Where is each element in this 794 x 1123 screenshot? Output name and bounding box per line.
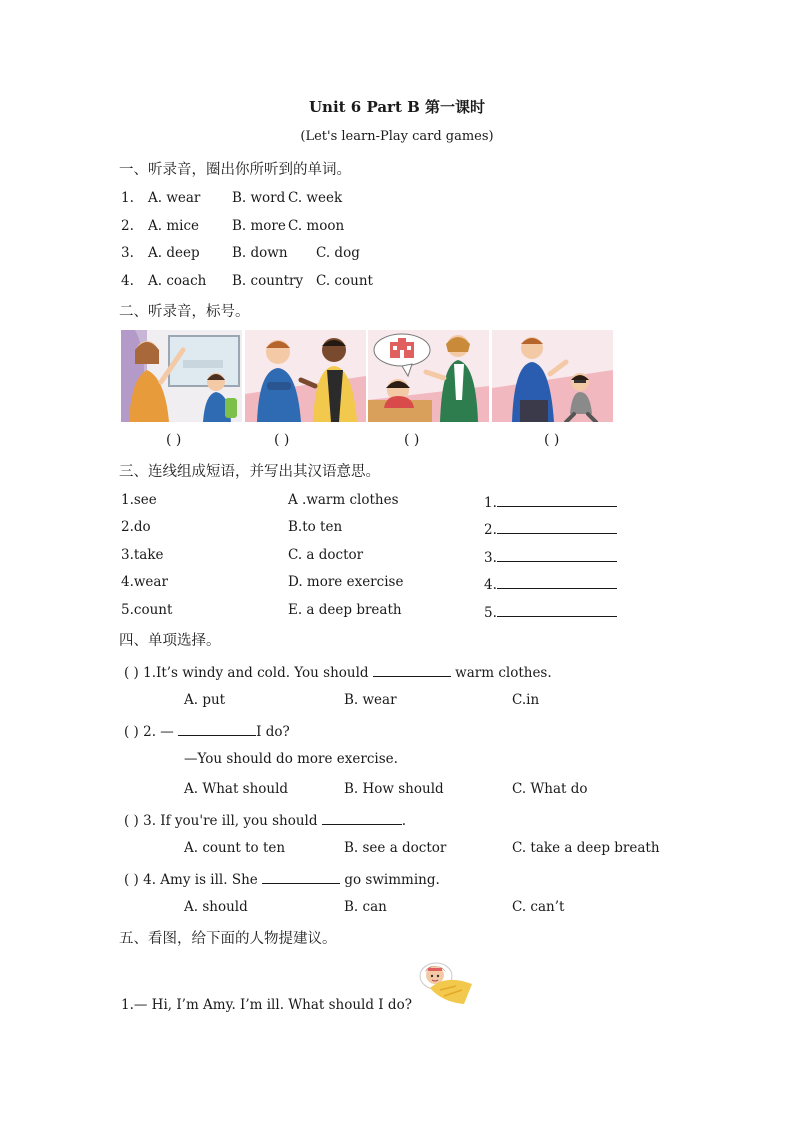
picture-2	[245, 330, 366, 422]
s1-option-a: A. mice	[148, 218, 200, 234]
mc-question-4: ( ) 4. Amy is ill. She go swimming.	[124, 869, 440, 888]
match-right-item: C. a doctor	[288, 547, 364, 563]
mc-question-2: ( ) 2. — I do?	[124, 721, 290, 740]
s1-option-b: B. more	[232, 218, 286, 234]
match-left-item: 1.see	[121, 492, 157, 508]
answer-line[interactable]: 2.	[484, 519, 617, 538]
mc-question-3: ( ) 3. If you're ill, you should .	[124, 810, 406, 829]
match-left-item: 5.count	[121, 602, 173, 618]
section2-heading: 二、听录音，标号。	[119, 304, 250, 320]
picture-2-blank[interactable]: ( )	[274, 432, 290, 448]
page-title: Unit 6 Part B 第一课时	[308, 98, 486, 116]
match-right-item: A .warm clothes	[288, 492, 399, 508]
match-right-item: E. a deep breath	[288, 602, 402, 618]
option-b: B. see a doctor	[344, 840, 447, 856]
s1-option-a: A. coach	[148, 273, 207, 289]
option-a: A. should	[184, 899, 248, 915]
s1-option-a: A. wear	[148, 190, 201, 206]
answer-line[interactable]: 4.	[484, 574, 617, 593]
s1-num: 2.	[121, 218, 134, 234]
s1-option-a: A. deep	[148, 245, 200, 261]
answer-line[interactable]: 5.	[484, 602, 617, 621]
option-a: A. What should	[184, 781, 289, 797]
picture-1	[121, 330, 242, 422]
listening-pictures	[121, 330, 614, 422]
match-left-item: 3.take	[121, 547, 164, 563]
s1-num: 3.	[121, 245, 134, 261]
option-b: B. wear	[344, 692, 397, 708]
answer-paren[interactable]: ( )	[124, 665, 139, 681]
answer-paren[interactable]: ( )	[124, 724, 139, 740]
s1-option-c: C. dog	[316, 245, 360, 261]
answer-line[interactable]: 1.	[484, 492, 617, 511]
option-a: A. count to ten	[184, 840, 286, 856]
section3-heading: 三、连线组成短语，并写出其汉语意思。	[119, 464, 380, 480]
fill-blank[interactable]	[373, 662, 451, 677]
answer-line[interactable]: 3.	[484, 547, 617, 566]
answer-paren[interactable]: ( )	[124, 813, 139, 829]
section5-heading: 五、看图，给下面的人物提建议。	[119, 931, 337, 947]
picture-3	[368, 330, 489, 422]
match-left-item: 4.wear	[121, 574, 168, 590]
mc-question-1: ( ) 1.It’s windy and cold. You should warm clothes.	[124, 662, 552, 681]
option-c: C.in	[512, 692, 540, 708]
s1-num: 1.	[121, 190, 134, 206]
picture-1-blank[interactable]: ( )	[166, 432, 182, 448]
picture-4	[492, 330, 613, 422]
option-c: C. What do	[512, 781, 588, 797]
s1-option-b: B. word	[232, 190, 286, 206]
s1-option-b: B. country	[232, 273, 304, 289]
answer-paren[interactable]: ( )	[124, 872, 139, 888]
fill-blank[interactable]	[262, 869, 340, 884]
option-c: C. can’t	[512, 899, 565, 915]
page-subtitle: (Let's learn-Play card games)	[300, 129, 494, 144]
fill-blank[interactable]	[178, 721, 256, 736]
match-right-item: D. more exercise	[288, 574, 404, 590]
sick-girl-picture	[416, 958, 474, 1006]
picture-4-blank[interactable]: ( )	[544, 432, 560, 448]
match-right-item: B.to ten	[288, 519, 343, 535]
fill-blank[interactable]	[322, 810, 402, 825]
s1-num: 4.	[121, 273, 134, 289]
s1-option-c: C. week	[288, 190, 343, 206]
section4-heading: 四、单项选择。	[119, 633, 221, 649]
s1-option-c: C. count	[316, 273, 373, 289]
match-left-item: 2.do	[121, 519, 151, 535]
option-b: B. can	[344, 899, 387, 915]
section5-question-1: 1.— Hi, I’m Amy. I’m ill. What should I do?	[121, 997, 412, 1013]
q2-reply: —You should do more exercise.	[184, 751, 398, 767]
option-b: B. How should	[344, 781, 444, 797]
section1-heading: 一、听录音，圈出你所听到的单词。	[119, 162, 351, 178]
s1-option-c: C. moon	[288, 218, 345, 234]
s1-option-b: B. down	[232, 245, 288, 261]
option-a: A. put	[184, 692, 226, 708]
picture-3-blank[interactable]: ( )	[404, 432, 420, 448]
option-c: C. take a deep breath	[512, 840, 660, 856]
